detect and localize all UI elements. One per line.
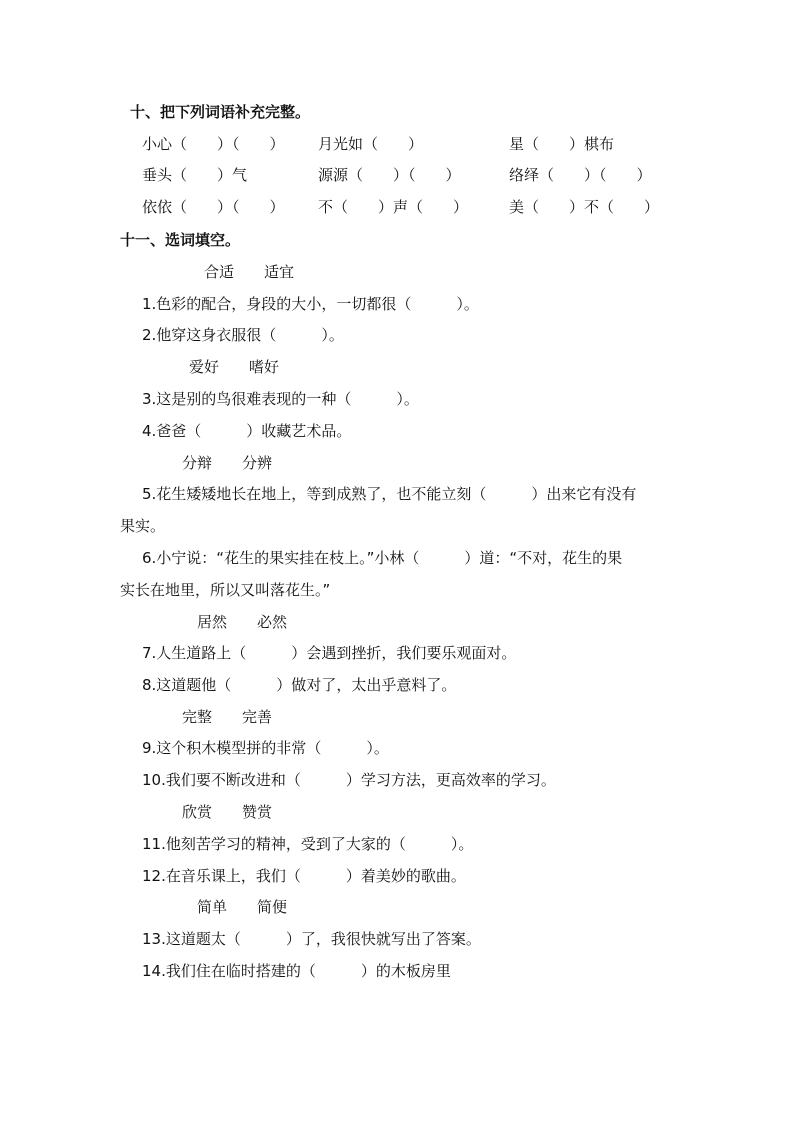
question-line: 8.这道题他（ ）做对了，太出乎意料了。 bbox=[142, 676, 457, 694]
question-line: 13.这道题太（ ）了，我很快就写出了答案。 bbox=[142, 930, 481, 948]
question-line: 11.他刻苦学习的精神，受到了大家的（ ）。 bbox=[142, 835, 474, 853]
word-choice-pair: 合适 适宜 bbox=[204, 263, 295, 281]
word-choice-pair: 简单 简便 bbox=[197, 898, 288, 916]
question-line: 4.爸爸（ ）收藏艺术品。 bbox=[142, 422, 352, 440]
fill-item: 依依（ ）（ ） bbox=[142, 198, 285, 216]
fill-item: 月光如（ ） bbox=[318, 135, 424, 153]
word-choice-pair: 完整 完善 bbox=[182, 708, 273, 726]
question-line: 6.小宁说：“花生的果实挂在枝上。”小林（ ）道：“不对，花生的果 bbox=[142, 549, 623, 567]
fill-item: 源源（ ）（ ） bbox=[318, 166, 461, 184]
section-11-title: 十一、选词填空。 bbox=[120, 231, 241, 249]
question-line: 3.这是别的鸟很难表现的一种（ ）。 bbox=[142, 390, 419, 408]
question-line: 14.我们住在临时搭建的（ ）的木板房里 bbox=[142, 962, 451, 980]
word-choice-pair: 爱好 嗜好 bbox=[189, 358, 280, 376]
word-choice-pair: 居然 必然 bbox=[197, 613, 288, 631]
question-line: 2.他穿这身衣服很（ ）。 bbox=[142, 326, 344, 344]
fill-item: 络绎（ ）（ ） bbox=[509, 166, 652, 184]
question-line: 果实。 bbox=[120, 517, 166, 535]
fill-item: 星（ ）棋布 bbox=[509, 135, 615, 153]
question-line: 1.色彩的配合，身段的大小，一切都很（ ）。 bbox=[142, 295, 479, 313]
fill-item: 小心（ ）（ ） bbox=[142, 135, 285, 153]
word-choice-pair: 欣赏 赞赏 bbox=[182, 803, 273, 821]
question-line: 7.人生道路上（ ）会遇到挫折，我们要乐观面对。 bbox=[142, 644, 517, 662]
word-choice-pair: 分辩 分辨 bbox=[182, 454, 273, 472]
section-10-title: 十、把下列词语补充完整。 bbox=[130, 103, 311, 121]
question-line: 5.花生矮矮地长在地上，等到成熟了，也不能立刻（ ）出来它有没有 bbox=[142, 485, 637, 503]
question-line: 12.在音乐课上，我们（ ）着美妙的歌曲。 bbox=[142, 867, 466, 885]
fill-item: 美（ ）不（ ） bbox=[509, 198, 660, 216]
question-line: 9.这个积木模型拼的非常（ ）。 bbox=[142, 739, 389, 757]
fill-item: 垂头（ ）气 bbox=[142, 166, 248, 184]
fill-item: 不（ ）声（ ） bbox=[318, 198, 469, 216]
question-line: 实长在地里，所以又叫落花生。” bbox=[120, 581, 331, 599]
question-line: 10.我们要不断改进和（ ）学习方法，更高效率的学习。 bbox=[142, 771, 556, 789]
